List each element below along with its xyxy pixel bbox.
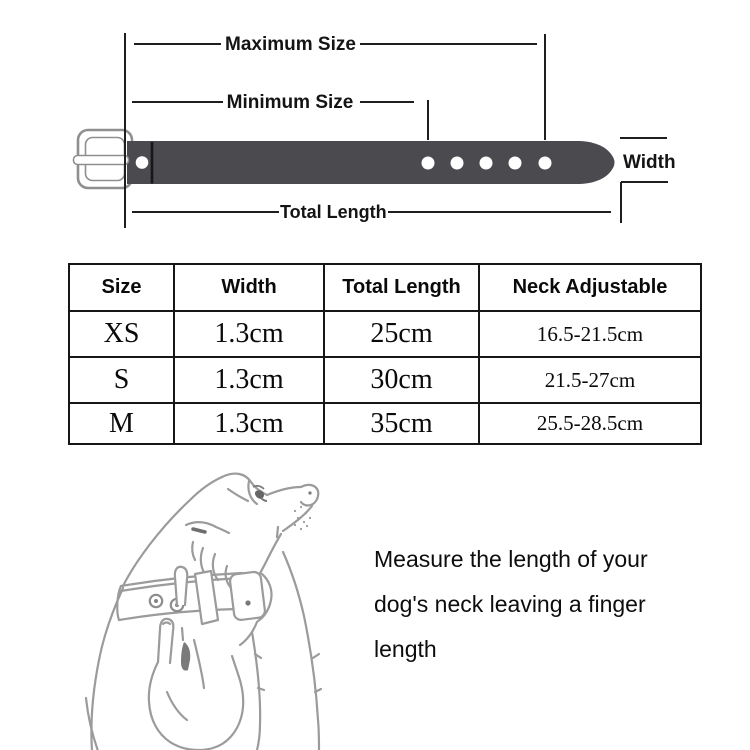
size-table: [68, 263, 702, 445]
finger-under-collar: [175, 567, 187, 605]
cell-neck: 25.5-28.5cm: [479, 403, 701, 444]
cell-length: 35cm: [324, 403, 479, 444]
cell-width: 1.3cm: [174, 403, 324, 444]
table-row-m: [69, 403, 701, 444]
index-finger: [158, 619, 173, 663]
cell-size: XS: [69, 311, 174, 357]
width-label: Width: [623, 152, 676, 173]
instruction-line-2: dog's neck leaving a finger: [374, 591, 646, 617]
col-header-neck: Neck Adjustable: [479, 264, 701, 311]
nostril: [308, 491, 311, 494]
maximum-size-label: Maximum Size: [225, 34, 356, 55]
buckle-prong: [74, 156, 129, 165]
instruction-line-3: length: [374, 636, 437, 662]
minimum-size-label: Minimum Size: [226, 92, 354, 113]
measurement-lines: [125, 33, 668, 228]
cell-neck: 16.5-21.5cm: [479, 311, 701, 357]
cell-size: S: [69, 357, 174, 403]
col-header-size: Size: [69, 264, 174, 311]
cell-size: M: [69, 403, 174, 444]
col-header-width: Width: [174, 264, 324, 311]
cell-width: 1.3cm: [174, 311, 324, 357]
measure-instruction: [374, 537, 694, 672]
instruction-line-1: Measure the length of your: [374, 546, 648, 572]
cell-width: 1.3cm: [174, 357, 324, 403]
col-header-length: Total Length: [324, 264, 479, 311]
hand-sketch: [149, 567, 243, 750]
table-row-s: [69, 357, 701, 403]
dog-collar-illustration: [85, 462, 375, 750]
collar-sketch: [117, 571, 271, 645]
cell-length: 25cm: [324, 311, 479, 357]
total-length-label: Total Length: [280, 202, 387, 222]
collar-buckle: [229, 571, 265, 620]
cell-length: 30cm: [324, 357, 479, 403]
table-row-xs: [69, 311, 701, 357]
table-header-row: [69, 264, 701, 311]
cell-neck: 21.5-27cm: [479, 357, 701, 403]
